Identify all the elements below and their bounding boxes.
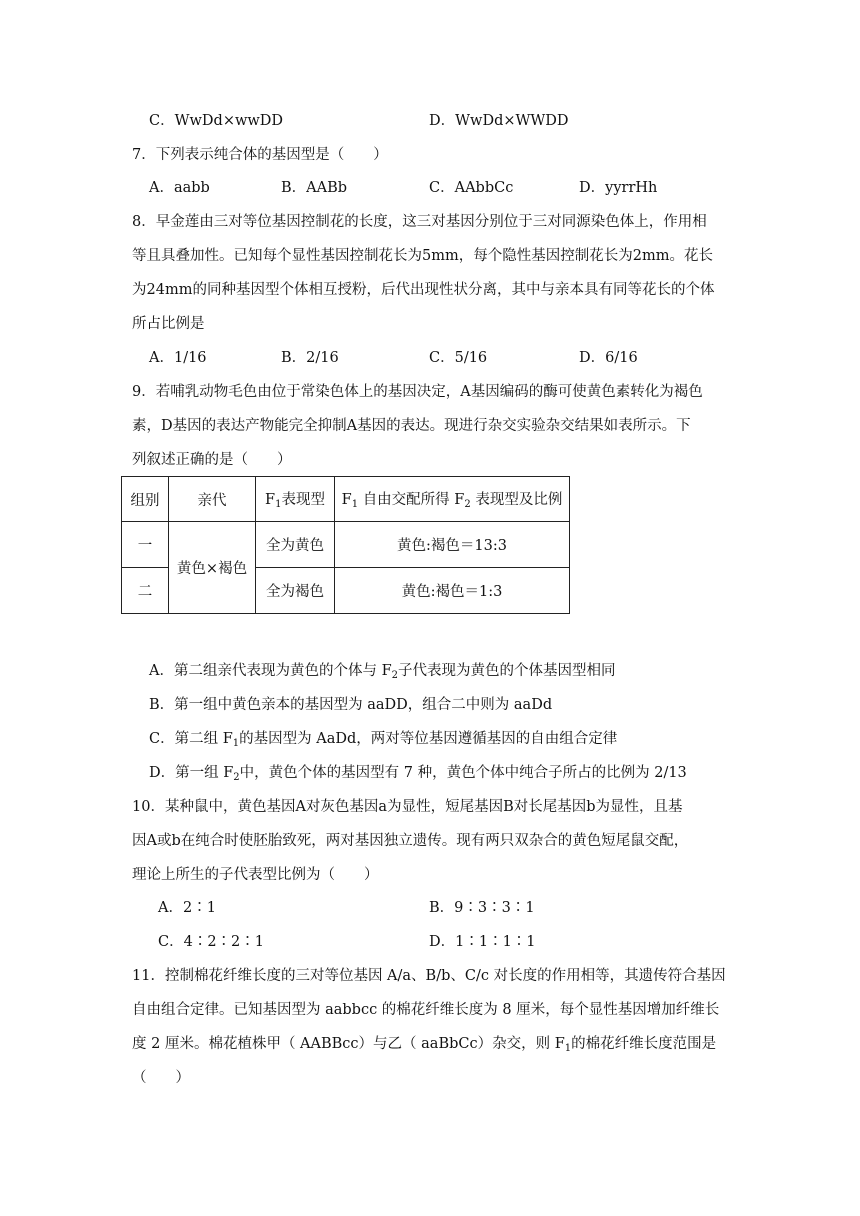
row1-f1: 全为黄色 <box>256 522 335 568</box>
q7-option-d: D．yyrrHh <box>579 180 658 196</box>
q9-option-a: A．第二组亲代表现为黄色的个体与 $F_2$子代表现为黄色的个体基因型相同 <box>149 663 616 681</box>
header-parent: 亲代 <box>169 477 256 522</box>
q11-line-3: 度 2 厘米。棉花植株甲（ AABBcc）与乙（ aaBbCc）杂交，则 $F_1$的棉花纤维长度范围是 <box>132 1036 717 1054</box>
row2-f2: 黄色:褐色＝1:3 <box>335 568 570 614</box>
row1-f2: 黄色:褐色＝13:3 <box>335 522 570 568</box>
q8-option-a: A．1/16 <box>149 350 207 366</box>
q10-line-1: 10．某种鼠中，黄色基因A对灰色基因a为显性，短尾基因B对长尾基因b为显性，且基 <box>132 799 683 815</box>
q7-option-b: B．AABb <box>281 180 348 196</box>
q9-line-2: 素，D基因的表达产物能完全抑制A基因的表达。现进行杂交实验杂交结果如表所示。下 <box>132 418 691 434</box>
row1-group: 一 <box>122 522 169 568</box>
q10-option-d: D．1∶1∶1∶1 <box>429 934 536 950</box>
parent-cell: 黄色×褐色 <box>169 522 256 614</box>
q9-option-d: D．第一组 $F_2$中，黄色个体的基因型有 7 种，黄色个体中纯合子所占的比例为 2/13 <box>149 765 687 783</box>
q8-line-3: 为24mm的同种基因型个体相互授粉，后代出现性状分离，其中与亲本具有同等花长的个体 <box>132 282 715 298</box>
q8-line-4: 所占比例是 <box>132 316 205 332</box>
q7-option-a: A．aabb <box>149 180 210 196</box>
header-group: 组别 <box>122 477 169 522</box>
q9-option-c: C．第二组 $F_1$的基因型为 AaDd，两对等位基因遵循基因的自由组合定律 <box>149 731 618 749</box>
q8-option-b: B．2/16 <box>281 350 339 366</box>
q7-stem: 7．下列表示纯合体的基因型是（ ） <box>132 147 388 163</box>
q9-option-b: B．第一组中黄色亲本的基因型为 aaDD，组合二中则为 aaDd <box>149 697 553 713</box>
q8-line-1: 8．早金莲由三对等位基因控制花的长度，这三对基因分别位于三对同源染色体上，作用相 <box>132 214 707 230</box>
row2-group: 二 <box>122 568 169 614</box>
q10-line-2: 因A或b在纯合时使胚胎致死，两对基因独立遗传。现有两只双杂合的黄色短尾鼠交配， <box>132 833 689 849</box>
q6-option-d: D．WwDd×WWDD <box>429 113 569 129</box>
header-f2: $F_1$ 自由交配所得 $F_2$ 表现型及比例 <box>335 477 570 522</box>
q11-line-4: （ ） <box>132 1070 190 1086</box>
q8-option-c: C．5/16 <box>429 350 488 366</box>
header-f1: $F_1$表现型 <box>256 477 335 522</box>
q8-line-2: 等且具叠加性。已知每个显性基因控制花长为5mm，每个隐性基因控制花长为2mm。花长 <box>132 248 713 264</box>
q9-line-1: 9．若哺乳动物毛色由位于常染色体上的基因决定，A基因编码的酶可使黄色素转化为褐色 <box>132 384 703 400</box>
q8-option-d: D．6/16 <box>579 350 638 366</box>
q10-line-3: 理论上所生的子代表型比例为（ ） <box>132 867 379 883</box>
q10-option-b: B．9∶3∶3∶1 <box>429 900 535 916</box>
q10-option-a: A．2∶1 <box>158 900 216 916</box>
q9-line-3: 列叙述正确的是（ ） <box>132 452 292 468</box>
cross-results-table <box>121 476 570 614</box>
q10-option-c: C．4∶2∶2∶1 <box>158 934 264 950</box>
q11-line-2: 自由组合定律。已知基因型为 aabbcc 的棉花纤维长度为 8 厘米，每个显性基因增加纤维长 <box>132 1002 720 1018</box>
row2-f1: 全为褐色 <box>256 568 335 614</box>
q11-line-1: 11．控制棉花纤维长度的三对等位基因 A/a、B/b、C/c 对长度的作用相等，其遗传符合基因 <box>132 968 726 984</box>
q6-option-c: C．WwDd×wwDD <box>149 113 284 129</box>
q7-option-c: C．AAbbCc <box>429 180 514 196</box>
